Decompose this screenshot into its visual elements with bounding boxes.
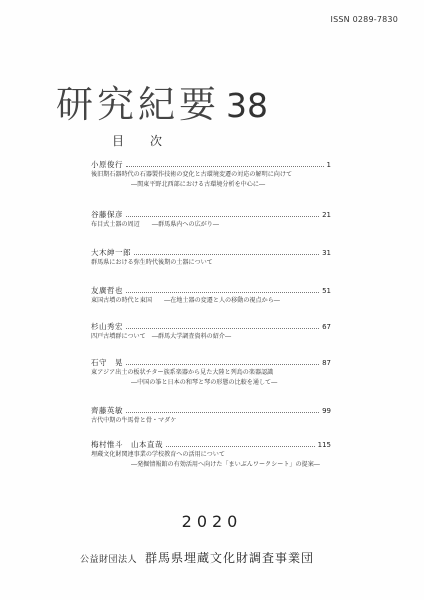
entry-page-number: 31 <box>322 249 331 257</box>
entry-page-number: 67 <box>322 323 331 331</box>
entry-page-number: 1 <box>326 161 331 169</box>
publisher <box>80 547 314 566</box>
toc-entry <box>91 286 331 306</box>
entry-author: 友廣哲也 <box>91 286 123 295</box>
entry-subtitle: ―中国の筝と日本の和琴と琴の形態の比較を通して― <box>131 379 278 386</box>
leader-dots <box>126 160 324 167</box>
toc-entry <box>91 440 331 470</box>
leader-dots <box>134 248 319 255</box>
entry-title: 群馬県における弥生時代後期の土器について <box>91 259 213 266</box>
entry-author: 梅村惟斗 山本直哉 <box>91 440 163 449</box>
entry-title: 布目式土器の周辺 ―群馬県内への広がり― <box>91 221 219 228</box>
entry-author: 石守 晃 <box>91 358 123 367</box>
leader-dots <box>126 322 319 329</box>
entry-author: 杉山秀宏 <box>91 322 123 331</box>
journal-volume: 38 <box>226 86 268 125</box>
entry-subtitle: ―発掘情報館の有効活用へ向けた「まいぶんワークシート」の提案― <box>131 461 320 468</box>
leader-dots <box>166 440 315 447</box>
publication-year: 2020 <box>181 512 243 531</box>
toc-entry <box>91 322 331 342</box>
entry-author: 小原俊行 <box>91 160 123 169</box>
entry-title: 四戸古墳群について ―群馬大学調査資料の紹介― <box>91 333 232 340</box>
toc-entry <box>91 248 331 268</box>
entry-page-number: 21 <box>322 211 331 219</box>
entry-author: 齊藤英敏 <box>91 406 123 415</box>
entry-author: 大木紳一郎 <box>91 248 131 257</box>
entry-page-number: 51 <box>322 287 331 295</box>
entry-page-number: 115 <box>317 441 331 449</box>
leader-dots <box>126 210 319 217</box>
entry-title: 埋蔵文化財関連事業の学校教育への活用について <box>91 451 225 458</box>
entry-title: 東アジア出土の板状チター族系楽器から見た大陸と列島の楽器認識 <box>91 369 274 376</box>
toc-entry <box>91 406 331 426</box>
toc-heading: 目次 <box>112 134 189 148</box>
entry-author: 谷藤保彦 <box>91 210 123 219</box>
journal-title-text: 研究紀要 <box>56 83 220 126</box>
entry-page-number: 87 <box>322 359 331 367</box>
journal-title <box>56 74 268 128</box>
toc-entry <box>91 210 331 230</box>
toc-entry <box>91 358 331 388</box>
toc-entry <box>91 160 331 190</box>
entry-subtitle: ―関東平野北西部における古環境分析を中心に― <box>131 181 266 188</box>
entry-title: 後旧期石器時代の石器製作技術の変化と古環境変遷の対応の解明に向けて <box>91 171 293 178</box>
leader-dots <box>126 286 319 293</box>
leader-dots <box>126 358 319 365</box>
publisher-type: 公益財団法人 <box>80 555 138 565</box>
leader-dots <box>126 406 319 413</box>
entry-title: 東国古墳の時代と東国 ―在地土器の変遷と人の移動の視点から― <box>91 297 280 304</box>
entry-page-number: 99 <box>322 407 331 415</box>
publisher-name: 群馬県埋蔵文化財調査事業団 <box>145 551 315 565</box>
entry-title: 古代中期の牛馬骨と骨・マダケ <box>91 417 177 424</box>
issn-number: ISSN 0289-7830 <box>330 15 398 24</box>
